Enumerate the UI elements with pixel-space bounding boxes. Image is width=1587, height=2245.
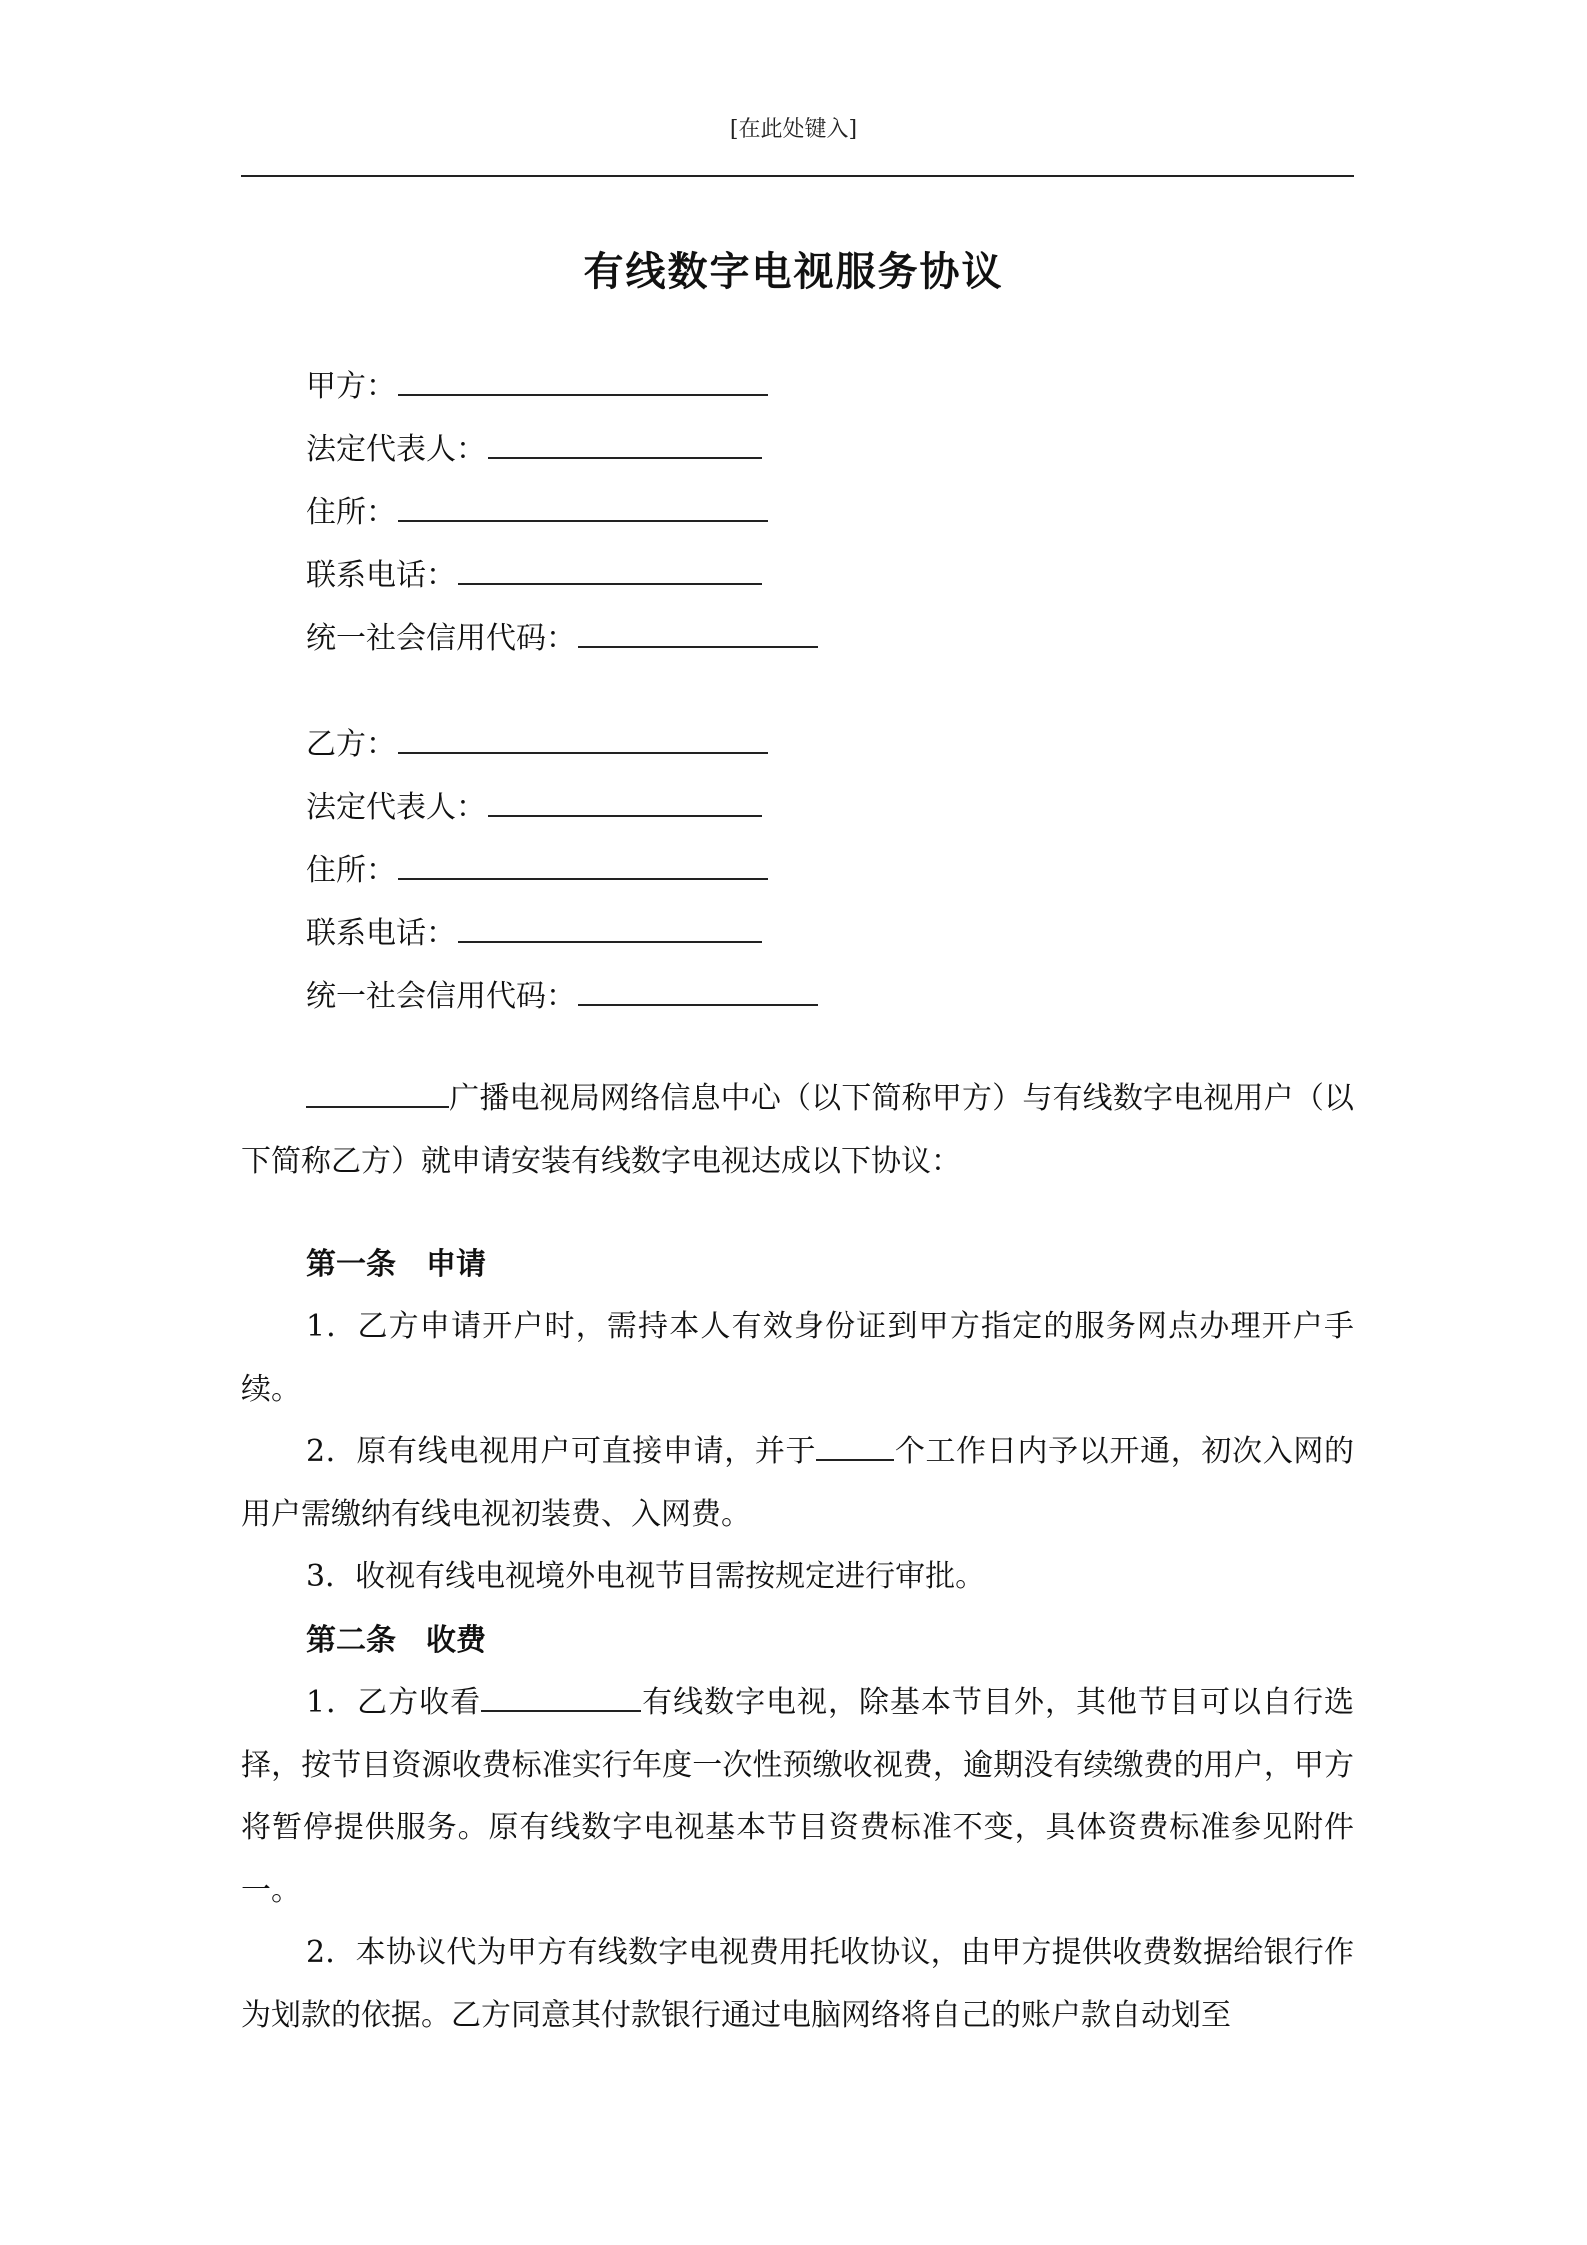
article-1-item-1: 1．乙方申请开户时，需持本人有效身份证到甲方指定的服务网点办理开户手续。 [241, 1309, 1354, 1407]
article-1-item-2-part-2: 个工作日内予以开通，初次入网的用户需缴纳有线电视初装费、入网费。 [241, 1434, 1355, 1532]
party-a-phone-label: 联系电话： [306, 558, 456, 593]
party-b-name-field [306, 722, 768, 765]
article-2-item-1-part-2: 有线数字电视，除基本节目外，其他节目可以自行选择，按节目资源收费标准实行年度一次性预缴收视费，逾期没有续缴费的用户，甲方将暂停提供服务。原有线数字电视基本节目资费标准不变，具体资费标准参见附件一。 [241, 1685, 1355, 1908]
party-b-phone-label: 联系电话： [306, 916, 456, 951]
article-2-heading: 第二条 收费 [306, 1623, 486, 1658]
party-b-credit-field [306, 974, 818, 1017]
header-divider [241, 175, 1354, 177]
article-2-item-2: 2．本协议代为甲方有线数字电视费用托收协议，由甲方提供收费数据给银行作为划款的依据。乙方同意其付款银行通过电脑网络将自己的账户款自动划至 [241, 1935, 1354, 2033]
document-title: 有线数字电视服务协议 [583, 248, 1004, 295]
article-2-item-1 [241, 1672, 1354, 1922]
party-a-phone-blank[interactable] [458, 553, 762, 585]
party-a-address-blank[interactable] [398, 490, 768, 522]
party-a-name-blank[interactable] [398, 364, 768, 396]
party-b-name-label: 乙方： [306, 727, 396, 762]
party-a-phone-field [306, 553, 762, 596]
party-b-phone-blank[interactable] [458, 911, 762, 943]
article-1-item-2 [241, 1421, 1354, 1546]
article-2-item-1-part-1: 1．乙方收看 [306, 1685, 482, 1720]
party-a-address-field [306, 490, 768, 533]
article-1-item-2-part-1: 2．原有线电视用户可直接申请，并于 [306, 1434, 817, 1469]
party-a-rep-label: 法定代表人： [306, 432, 486, 467]
party-a-credit-field [306, 616, 818, 659]
workdays-blank[interactable] [816, 1431, 894, 1461]
party-b-rep-blank[interactable] [488, 785, 762, 817]
party-b-rep-label: 法定代表人： [306, 790, 486, 825]
intro-paragraph [241, 1068, 1354, 1193]
party-a-name-label: 甲方： [306, 369, 396, 404]
party-a-credit-blank[interactable] [578, 616, 818, 648]
page-header: [在此处键入] [729, 117, 858, 142]
party-a-credit-label: 统一社会信用代码： [306, 621, 576, 656]
party-b-phone-field [306, 911, 762, 954]
party-b-address-blank[interactable] [398, 848, 768, 880]
party-b-address-field [306, 848, 768, 891]
intro-text: 广播电视局网络信息中心（以下简称甲方）与有线数字电视用户（以下简称乙方）就申请安装有线数字电视达成以下协议： [241, 1081, 1354, 1179]
article-1-heading: 第一条 申请 [306, 1247, 486, 1282]
party-b-address-label: 住所： [306, 853, 396, 888]
party-b-credit-blank[interactable] [578, 974, 818, 1006]
party-a-name-field [306, 364, 768, 407]
service-area-blank[interactable] [481, 1682, 641, 1712]
party-b-credit-label: 统一社会信用代码： [306, 979, 576, 1014]
party-a-rep-field [306, 427, 762, 470]
article-1-item-3: 3．收视有线电视境外电视节目需按规定进行审批。 [306, 1559, 986, 1594]
party-b-rep-field [306, 785, 762, 828]
party-a-rep-blank[interactable] [488, 427, 762, 459]
intro-blank[interactable] [306, 1078, 449, 1108]
party-b-name-blank[interactable] [398, 722, 768, 754]
party-a-address-label: 住所： [306, 495, 396, 530]
